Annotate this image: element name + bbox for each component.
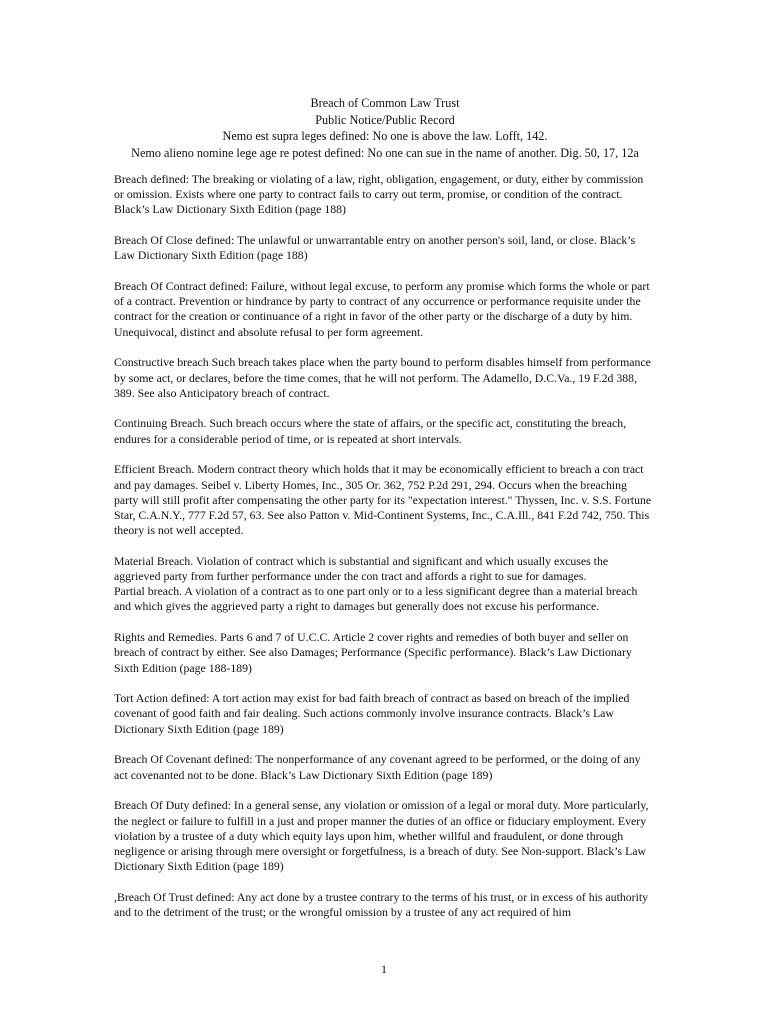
page-number: 1	[381, 962, 387, 976]
document-title: Breach of Common Law Trust	[310, 96, 460, 110]
paragraph-partial-breach: Partial breach. A violation of a contract as to one part only or to a less significant degree than a material breach and which gives the aggrieved party a right to damages but generally does not excuse his performance.	[114, 584, 638, 614]
paragraph-breach-of-trust: ,Breach Of Trust defined: Any act done by a trustee contrary to the terms of his trust, or in excess of his authority and to the detriment of the trust; or the wrongful omission by a trustee of any act required of him	[114, 889, 649, 920]
paragraph-breach: Breach defined: The breaking or violating of a law, right, obligation, engagement, or duty, either by commission or omission. Exists where one party to contract fails to carry out term, promise, or condition of the contract. Black’s Law Dictionary Sixth Edition (page 188)	[114, 172, 644, 217]
paragraph-material-breach: Material Breach. Violation of contract which is substantial and significant and which usually excuses the aggrieved party from further performance under the con tract and affords a right to sue for damages.	[114, 553, 609, 584]
paragraph-breach-of-close: Breach Of Close defined: The unlawful or unwarrantable entry on another person's soil, land, or close. Black’s Law Dictionary Sixth Edition (page 188)	[114, 233, 636, 263]
paragraph-breach-of-duty: Breach Of Duty defined: In a general sense, any violation or omission of a legal or moral duty. More particularly, the neglect or failure to fulfill in a just and proper manner the duties of an office or fiduciary employment. Every violation by a trustee of a duty which equity lays upon him, whether willful and fraudulent, or done through negligence or arising through mere oversight or forgetfulness, is a breach of duty. See Non-support. Black’s Law Dictionary Sixth Edition (page 189)	[114, 798, 649, 874]
document-body	[114, 172, 654, 936]
document-header	[100, 95, 670, 161]
paragraph-rights-and-remedies: Rights and Remedies. Parts 6 and 7 of U.C.C. Article 2 cover rights and remedies of both buyer and seller on breach of contract by either. See also Damages; Performance (Specific performance). Black’s Law Dictionary Sixth Edition (page 188-189)	[114, 630, 632, 675]
latin-maxim-2: Nemo alieno nomine lege age re potest defined: No one can sue in the name of another. Dig. 50, 17, 12a	[131, 145, 639, 160]
paragraph-tort-action: Tort Action defined: A tort action may exist for bad faith breach of contract as based on breach of the implied covenant of good faith and fair dealing. Such actions commonly involve insurance contracts. Black’s Law Dictionary Sixth Edition (page 189)	[114, 691, 630, 736]
paragraph-breach-of-contract: Breach Of Contract defined: Failure, without legal excuse, to perform any promise which forms the whole or part of a contract. Prevention or hindrance by party to contract of any occurrence or performance requisite under the contract for the creation or continuance of a right in favor of the other party or the discharge of a duty by him. Unequivocal, distinct and absolute refusal to per form agreement.	[114, 279, 650, 339]
document-subtitle: Public Notice/Public Record	[315, 112, 455, 127]
paragraph-breach-of-covenant: Breach Of Covenant defined: The nonperformance of any covenant agreed to be performed, or the doing of any act covenanted not to be done. Black’s Law Dictionary Sixth Edition (page 189)	[114, 752, 641, 782]
paragraph-constructive-breach: Constructive breach Such breach takes place when the party bound to perform disables himself from performance by some act, or declares, before the time comes, that he will not perform. The Adamello, D.C.Va., 19 F.2d 388, 389. See also Anticipatory breach of contract.	[114, 355, 651, 400]
paragraph-efficient-breach: Efficient Breach. Modern contract theory which holds that it may be economically efficient to breach a con tract and pay damages. Seibel v. Liberty Homes, Inc., 305 Or. 362, 752 P.2d 291, 294. Occurs when the breaching party will still profit after compensating the other party for its "expectation interest." Thyssen, Inc. v. S.S. Fortune Star, C.A.N.Y., 777 F.2d 57, 63. See also Patton v. Mid-Continent Systems, Inc., C.A.Ill., 841 F.2d 742, 750. This theory is not well accepted.	[114, 462, 652, 538]
paragraph-continuing-breach: Continuing Breach. Such breach occurs where the state of affairs, or the specific act, constituting the breach, endures for a considerable period of time, or is repeated at short intervals.	[114, 416, 627, 446]
latin-maxim-1: Nemo est supra leges defined: No one is above the law. Lofft, 142.	[222, 129, 548, 143]
